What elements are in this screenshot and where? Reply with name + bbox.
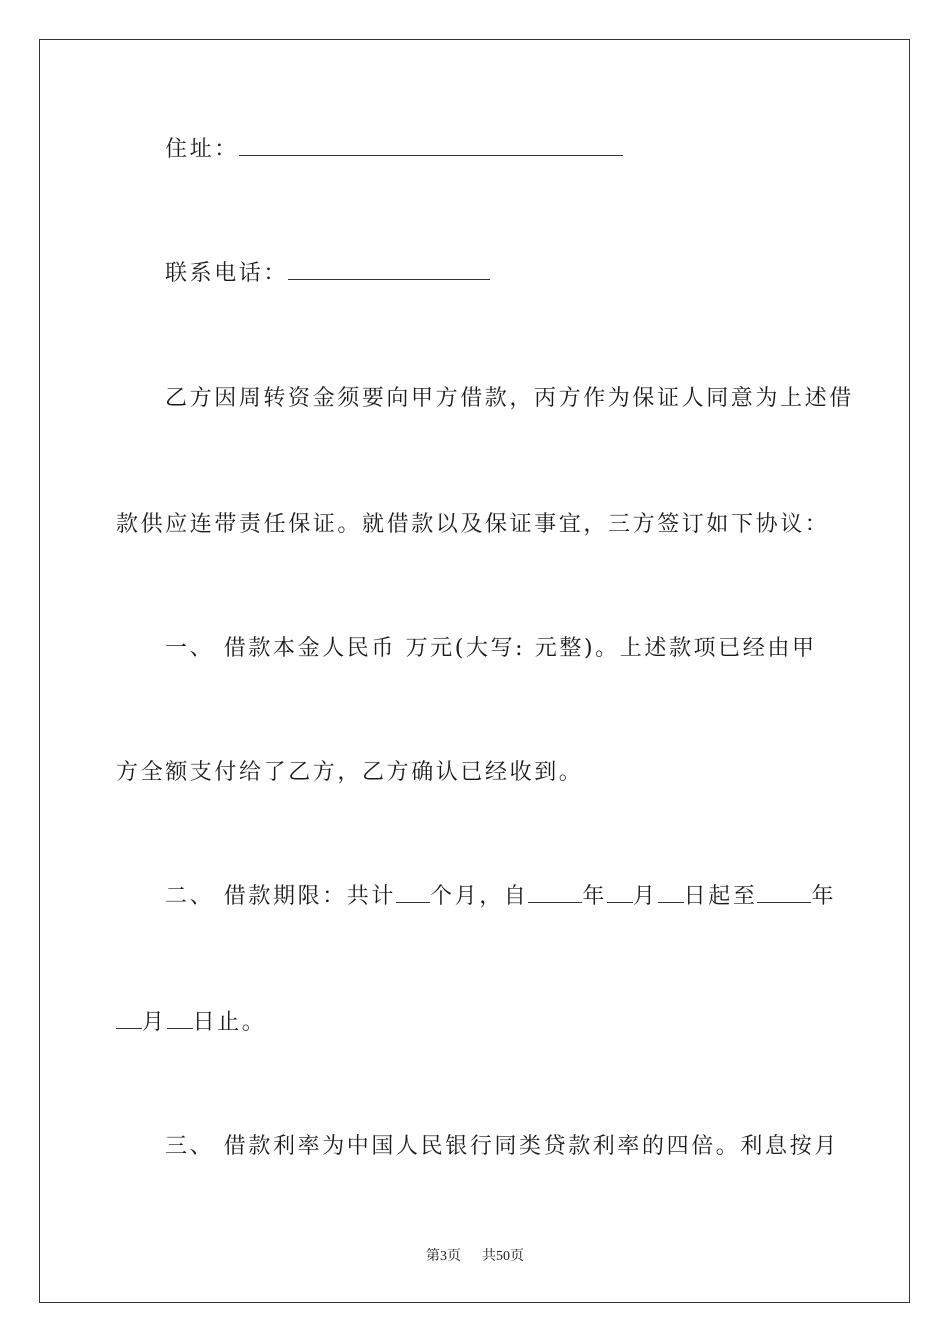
start-month-blank[interactable] [607, 884, 633, 903]
clause2-year-label: 年 [582, 884, 608, 909]
phone-line [165, 259, 490, 289]
clause2-line1 [165, 882, 836, 912]
page-number: 第3页 [426, 1249, 461, 1264]
page-total: 共50页 [482, 1249, 524, 1264]
page-border [39, 39, 910, 1303]
end-day-blank[interactable] [167, 1010, 193, 1029]
clause2-end-month-label: 月 [142, 1010, 167, 1035]
phone-label: 联系电话： [165, 261, 289, 286]
end-year-blank[interactable] [757, 884, 811, 903]
clause2-from-label: 个月，自 [430, 884, 529, 909]
clause2-until-label: 日起至 [683, 884, 758, 909]
clause2-end-year-label: 年 [811, 884, 837, 909]
start-year-blank[interactable] [528, 884, 582, 903]
months-blank[interactable] [396, 884, 430, 903]
clause3-line1: 三、 借款利率为中国人民银行同类贷款利率的四倍。利息按月 [165, 1134, 839, 1159]
end-month-blank[interactable] [116, 1010, 142, 1029]
clause2-line2 [116, 1008, 266, 1038]
start-day-blank[interactable] [658, 884, 684, 903]
clause1-line1: 一、 借款本金人民币 万元(大写: 元整)。上述款项已经由甲 [165, 636, 817, 661]
phone-blank[interactable] [288, 261, 490, 280]
clause2-term-label: 二、 借款期限：共计 [165, 884, 396, 909]
address-label: 住址： [165, 137, 239, 162]
para1-line2: 款供应连带责任保证。就借款以及保证事宜，三方签订如下协议： [116, 512, 830, 537]
page-footer [0, 1245, 950, 1265]
address-blank[interactable] [239, 137, 623, 156]
clause2-end-day-label: 日止。 [192, 1010, 267, 1035]
clause1-line2: 方全额支付给了乙方，乙方确认已经收到。 [116, 760, 584, 785]
address-line [165, 135, 623, 165]
para1-line1: 乙方因周转资金须要向甲方借款，丙方作为保证人同意为上述借 [165, 386, 854, 411]
clause2-month-label: 月 [633, 884, 658, 909]
